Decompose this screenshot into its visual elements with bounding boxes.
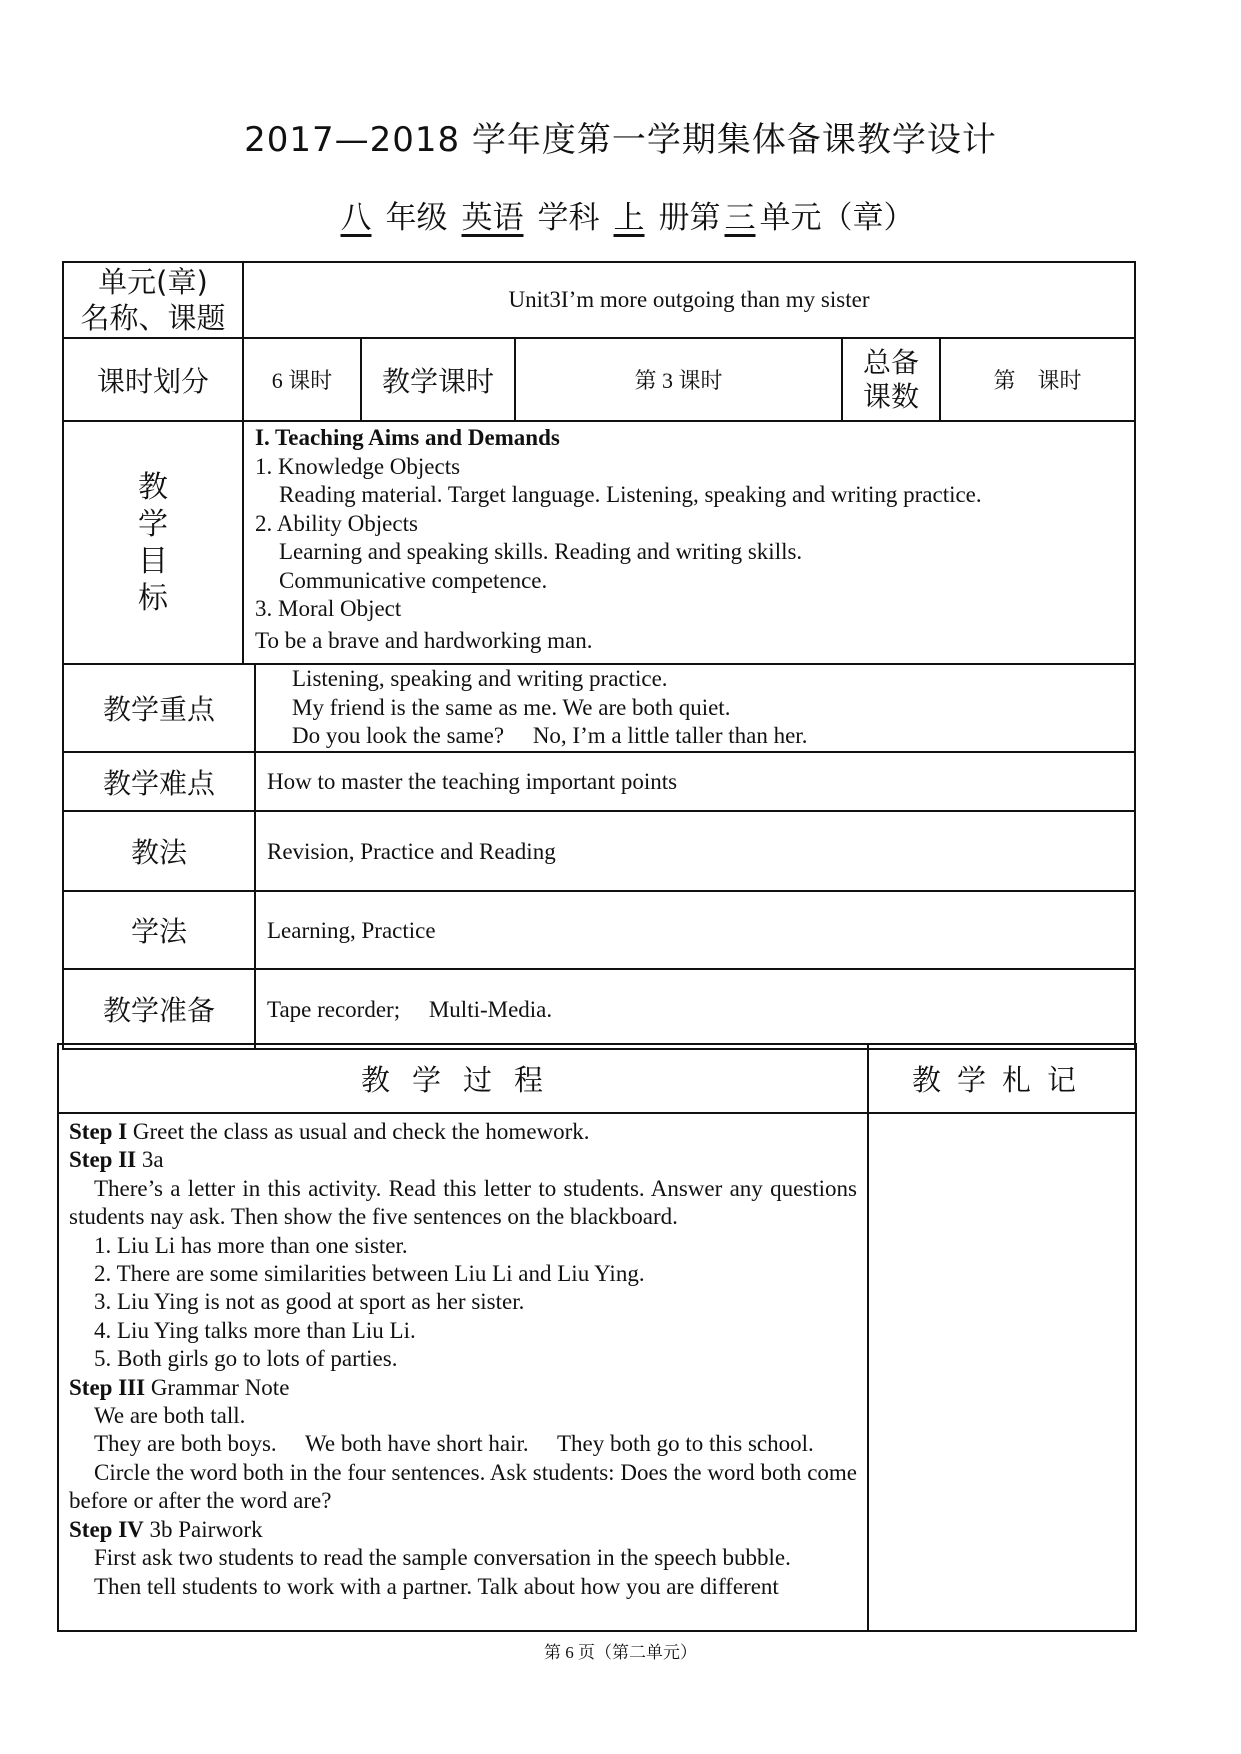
goals-line: 1. Knowledge Objects: [255, 453, 461, 479]
process-header-row: [58, 1044, 1136, 1113]
step-label: Step III: [69, 1374, 146, 1400]
difficulties-row: [63, 752, 1135, 811]
goals-label-char: 标: [138, 580, 168, 616]
study-row: [63, 891, 1135, 969]
step-text: 3a: [136, 1147, 164, 1173]
unit-value: 三: [724, 200, 756, 236]
step-paragraph: We are both tall.: [94, 1403, 246, 1429]
goals-heading: I. Teaching Aims and Demands: [255, 425, 560, 450]
step-paragraph: Then tell students to work with a partner. Talk about how you are different: [94, 1573, 779, 1599]
prep-row: [63, 969, 1135, 1049]
volume-value: 上: [613, 200, 645, 236]
step-paragraph: They are both boys. We both have short hair. They both go to this school.: [94, 1431, 814, 1457]
goals-line: 2. Ability Objects: [255, 510, 418, 536]
goals-row: [63, 421, 1135, 664]
total-value: 第 课时: [940, 338, 1135, 421]
process-header: 教学过程: [58, 1044, 868, 1113]
goals-label: [63, 421, 243, 664]
subject-suffix: 学科: [537, 200, 600, 236]
goals-line: Learning and speaking skills. Reading and writing skills.: [279, 539, 803, 564]
goals-line: To be a brave and hardworking man.: [255, 627, 593, 653]
process-content: [58, 1113, 868, 1631]
lesson-info-table: [62, 261, 1136, 1050]
period-value: 6 课时: [243, 338, 361, 421]
page-title: 2017—2018 学年度第一学期集体备课教学设计: [244, 120, 997, 160]
list-item: 4. Liu Ying talks more than Liu Li.: [94, 1317, 416, 1343]
goals-line: Communicative competence.: [279, 567, 548, 593]
goals-label-char: 学: [138, 506, 168, 542]
page-subtitle: [0, 192, 1241, 237]
step-text: 3b Pairwork: [143, 1516, 263, 1542]
method-row: [63, 811, 1135, 891]
key-points-row: [63, 664, 1135, 752]
unit-row: [63, 262, 1135, 338]
notes-content: [868, 1113, 1136, 1631]
goals-line: Reading material. Target language. Listening, speaking and writing practice.: [279, 482, 982, 507]
unit-suffix: 单元（章）: [759, 200, 915, 236]
total-label-line1: 总备: [862, 345, 919, 379]
list-item: 2. There are some similarities between Liu Li and Liu Ying.: [94, 1261, 645, 1287]
goals-label-char: 目: [138, 543, 168, 579]
step-text: Grammar Note: [145, 1374, 290, 1400]
prep-value: Tape recorder; Multi-Media.: [255, 969, 1135, 1049]
goals-label-char: 教: [138, 469, 168, 505]
step-label: Step I: [69, 1119, 128, 1144]
subject-value: 英语: [461, 200, 524, 236]
key-point-line: Listening, speaking and writing practice.: [292, 666, 668, 692]
total-label-line2: 课数: [862, 379, 919, 413]
list-item: 1. Liu Li has more than one sister.: [94, 1232, 408, 1258]
unit-label-cell: [63, 262, 243, 338]
goals-line: 3. Moral Object: [255, 596, 402, 621]
unit-label-line1: 单元(章): [98, 265, 208, 299]
step-label: Step II: [69, 1147, 137, 1173]
prep-label: 教学准备: [63, 969, 255, 1049]
step-paragraph: Circle the word both in the four sentences. Ask students: Does the word both come before or after the word are?: [69, 1459, 857, 1514]
grade-suffix: 年级: [385, 200, 448, 236]
process-table: [57, 1043, 1137, 1632]
list-item: 5. Both girls go to lots of parties.: [94, 1346, 398, 1372]
total-label-cell: [842, 338, 940, 421]
method-label: 教法: [63, 811, 255, 891]
step-label: Step IV: [69, 1516, 144, 1542]
step-paragraph: There’s a letter in this activity. Read this letter to students. Answer any questions students nay ask. Then show the five sentences on the blackboard.: [69, 1175, 857, 1230]
teaching-period-label: 教学课时: [361, 338, 515, 421]
unit-label-line2: 名称、课题: [80, 301, 226, 335]
unit-name: Unit3I’m more outgoing than my sister: [243, 262, 1135, 338]
list-item: 3. Liu Ying is not as good at sport as her sister.: [94, 1289, 525, 1315]
step-paragraph: First ask two students to read the sample conversation in the speech bubble.: [94, 1545, 791, 1571]
goals-content: [243, 421, 1135, 664]
step-text: Greet the class as usual and check the homework.: [127, 1119, 590, 1144]
key-point-line: My friend is the same as me. We are both quiet.: [292, 694, 731, 720]
grade-value: 八: [340, 200, 372, 236]
study-value: Learning, Practice: [255, 891, 1135, 969]
method-value: Revision, Practice and Reading: [255, 811, 1135, 891]
key-points-label: 教学重点: [63, 664, 255, 752]
period-label: 课时划分: [63, 338, 243, 421]
period-row: [63, 338, 1135, 421]
key-points-content: [255, 664, 1135, 752]
study-label: 学法: [63, 891, 255, 969]
volume-suffix: 册第: [658, 200, 721, 236]
difficulties-value: How to master the teaching important points: [255, 752, 1135, 811]
process-body-row: [58, 1113, 1136, 1631]
difficulties-label: 教学难点: [63, 752, 255, 811]
key-point-line: Do you look the same? No, I’m a little taller than her.: [292, 723, 808, 749]
notes-header: 教学札记: [868, 1044, 1136, 1113]
page-footer: 第 6 页（第二单元）: [544, 1643, 697, 1662]
teaching-period-value: 第 3 课时: [515, 338, 842, 421]
